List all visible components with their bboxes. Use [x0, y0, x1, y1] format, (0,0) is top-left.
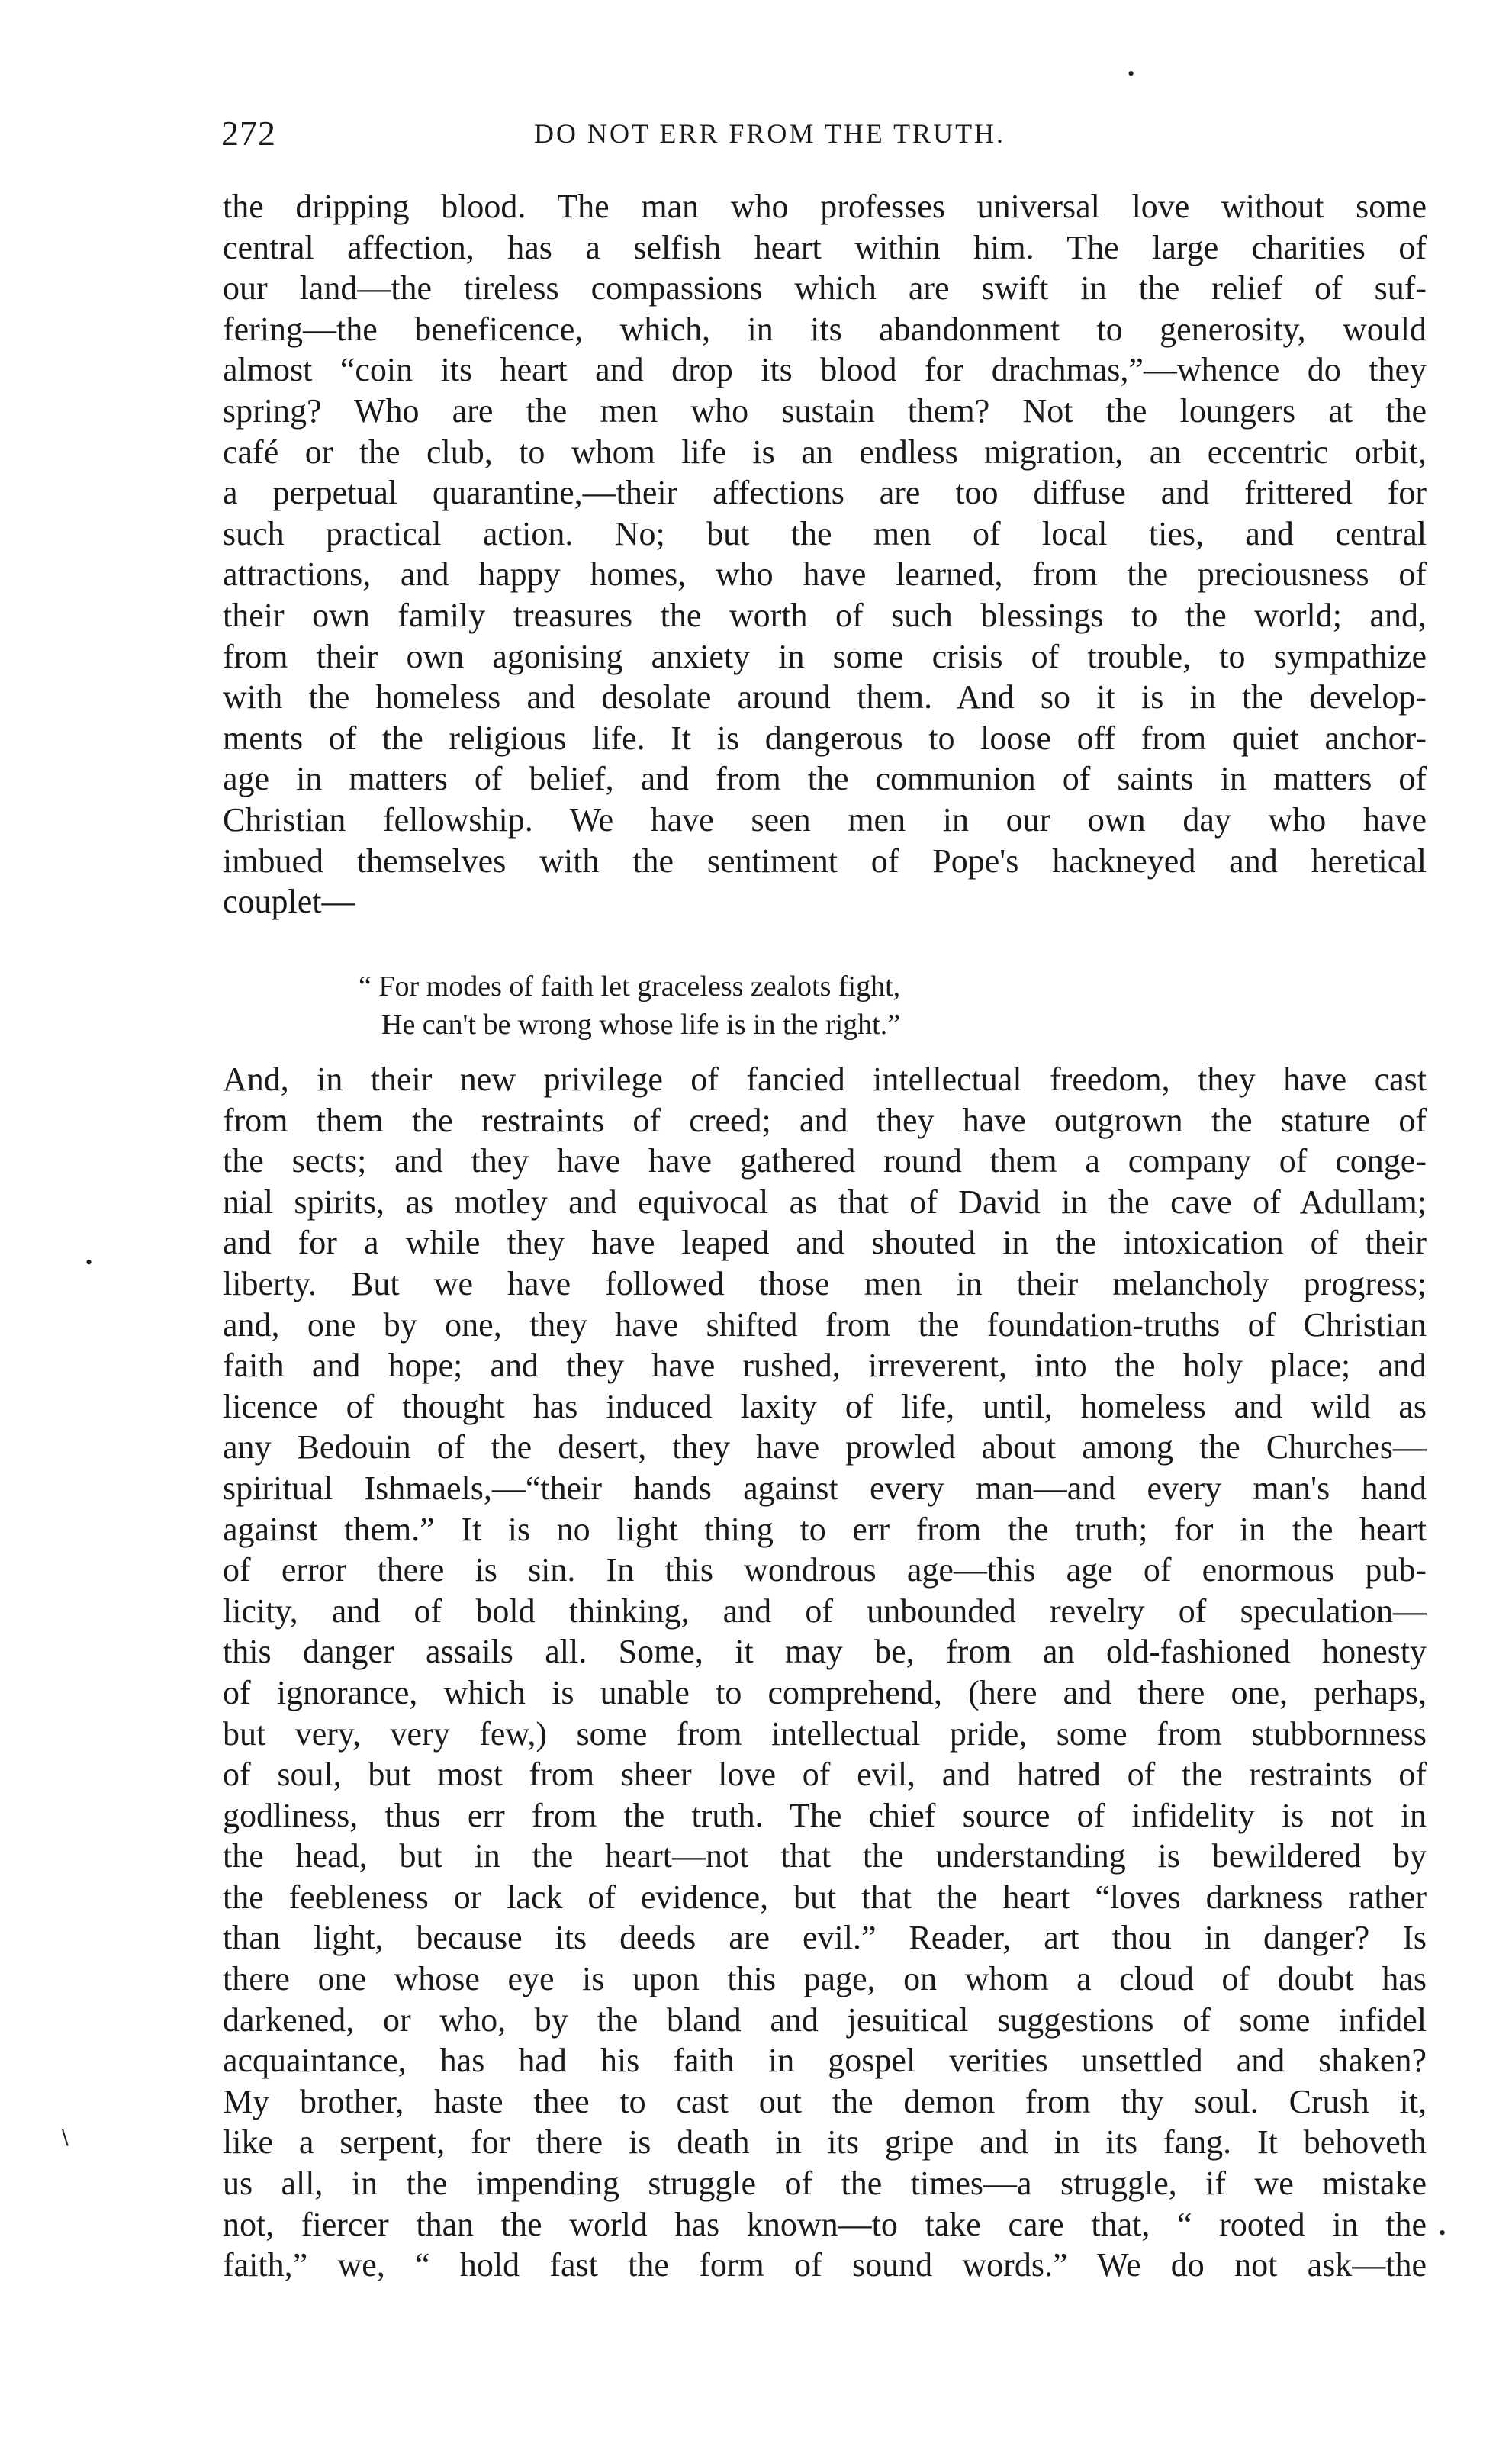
ink-speck-mark: •: [1128, 63, 1135, 85]
text-line: acquaintance, has had his faith in gospel verities unsettled and shaken?: [223, 2042, 1427, 2080]
text-line: but very, very few,) some from intellectual pride, some from stubbornness: [223, 1714, 1427, 1753]
text-line: almost “coin its heart and drop its blood for drachmas,”—whence do they: [223, 351, 1427, 389]
text-line: such practical action. No; but the men of local ties, and central: [223, 514, 1427, 552]
text-line: imbued themselves with the sentiment of Pope's hackneyed and heretical: [223, 842, 1427, 880]
text-line: Christian fellowship. We have seen men in our own day who have: [223, 800, 1427, 839]
text-line: spring? Who are the men who sustain them? Not the loungers at the: [223, 391, 1427, 430]
text-line: couplet—: [223, 883, 355, 921]
text-line: from their own agonising anxiety in some crisis of trouble, to sympathize: [223, 637, 1427, 675]
text-line: of soul, but most from sheer love of evil, and hatred of the restraints of: [223, 1756, 1427, 1794]
text-line: their own family treasures the worth of such blessings to the world; and,: [223, 596, 1427, 634]
quote-line: He can't be wrong whose life is in the right.”: [381, 1009, 901, 1041]
text-line: us all, in the impending struggle of the times—a struggle, if we mistake: [223, 2165, 1427, 2203]
text-line: ments of the religious life. It is dangerous to loose off from quiet anchor-: [223, 719, 1427, 757]
text-line: there one whose eye is upon this page, on whom a cloud of doubt has: [223, 1960, 1427, 1998]
text-line: and, one by one, they have shifted from the foundation-truths of Christian: [223, 1305, 1427, 1344]
block-quote: [359, 967, 1274, 1044]
text-line: licence of thought has induced laxity of life, until, homeless and wild as: [223, 1387, 1427, 1425]
text-line: of error there is sin. In this wondrous age—this age of enormous pub-: [223, 1551, 1427, 1589]
text-line: any Bedouin of the desert, they have prowled about among the Churches—: [223, 1428, 1427, 1466]
paragraph-1: [223, 186, 1427, 922]
text-line: darkened, or who, by the bland and jesuitical suggestions of some infidel: [223, 2001, 1427, 2039]
text-line: licity, and of bold thinking, and of unbounded revelry of speculation—: [223, 1592, 1427, 1630]
page-number: 272: [221, 114, 276, 153]
text-line: My brother, haste thee to cast out the demon from thy soul. Crush it,: [223, 2082, 1427, 2120]
text-line: godliness, thus err from the truth. The chief source of infidelity is not in: [223, 1796, 1427, 1834]
text-line: than light, because its deeds are evil.” Reader, art thou in danger? Is: [223, 1919, 1427, 1957]
text-line: and for a while they have leaped and shouted in the intoxication of their: [223, 1224, 1427, 1262]
ink-speck-mark: ∖: [58, 2127, 71, 2149]
text-line: of ignorance, which is unable to comprehend, (here and there one, perhaps,: [223, 1673, 1427, 1711]
text-line: fering—the beneficence, which, in its abandonment to generosity, would: [223, 310, 1427, 348]
text-line: with the homeless and desolate around them. And so it is in the develop-: [223, 678, 1427, 716]
page-header: [221, 113, 1427, 159]
running-title: DO NOT ERR FROM THE TRUTH.: [534, 118, 1006, 149]
text-line: nial spirits, as motley and equivocal as that of David in the cave of Adullam;: [223, 1183, 1427, 1221]
text-line: attractions, and happy homes, who have learned, from the preciousness of: [223, 555, 1427, 594]
text-line: faith and hope; and they have rushed, irreverent, into the holy place; and: [223, 1347, 1427, 1385]
text-line: And, in their new privilege of fancied intellectual freedom, they have cast: [223, 1061, 1427, 1098]
text-line: café or the club, to whom life is an endless migration, an eccentric orbit,: [223, 433, 1427, 471]
paragraph-2: [223, 1059, 1427, 2286]
text-line: the head, but in the heart—not that the understanding is bewildered by: [223, 1837, 1427, 1875]
text-line: from them the restraints of creed; and they have outgrown the stature of: [223, 1101, 1427, 1139]
text-line: this danger assails all. Some, it may be, from an old-fashioned honesty: [223, 1633, 1427, 1671]
text-line: our land—the tireless compassions which are swift in the relief of suf-: [223, 269, 1427, 307]
text-line: age in matters of belief, and from the communion of saints in matters of: [223, 760, 1427, 798]
text-line: like a serpent, for there is death in its gripe and in its fang. It behoveth: [223, 2123, 1427, 2161]
text-line: central affection, has a selfish heart within him. The large charities of: [223, 228, 1427, 266]
quote-line: “ For modes of faith let graceless zealots fight,: [359, 970, 901, 1003]
text-line: a perpetual quarantine,—their affections are too diffuse and frittered for: [223, 474, 1427, 512]
text-line: the feebleness or lack of evidence, but that the heart “loves darkness rather: [223, 1878, 1427, 1916]
ink-speck-mark: •: [1439, 2222, 1446, 2244]
text-line: not, fiercer than the world has known—to take care that, “ rooted in the: [223, 2205, 1427, 2243]
text-line: the dripping blood. The man who professes universal love without some: [223, 188, 1427, 225]
ink-speck-mark: •: [85, 1251, 93, 1273]
text-line: liberty. But we have followed those men in their melancholy progress;: [223, 1264, 1427, 1302]
text-line: against them.” It is no light thing to err from the truth; for in the heart: [223, 1510, 1427, 1548]
text-line: faith,” we, “ hold fast the form of sound words.” We do not ask—the: [223, 2246, 1427, 2284]
text-line: the sects; and they have have gathered round them a company of conge-: [223, 1142, 1427, 1180]
text-line: spiritual Ishmaels,—“their hands against every man—and every man's hand: [223, 1469, 1427, 1507]
